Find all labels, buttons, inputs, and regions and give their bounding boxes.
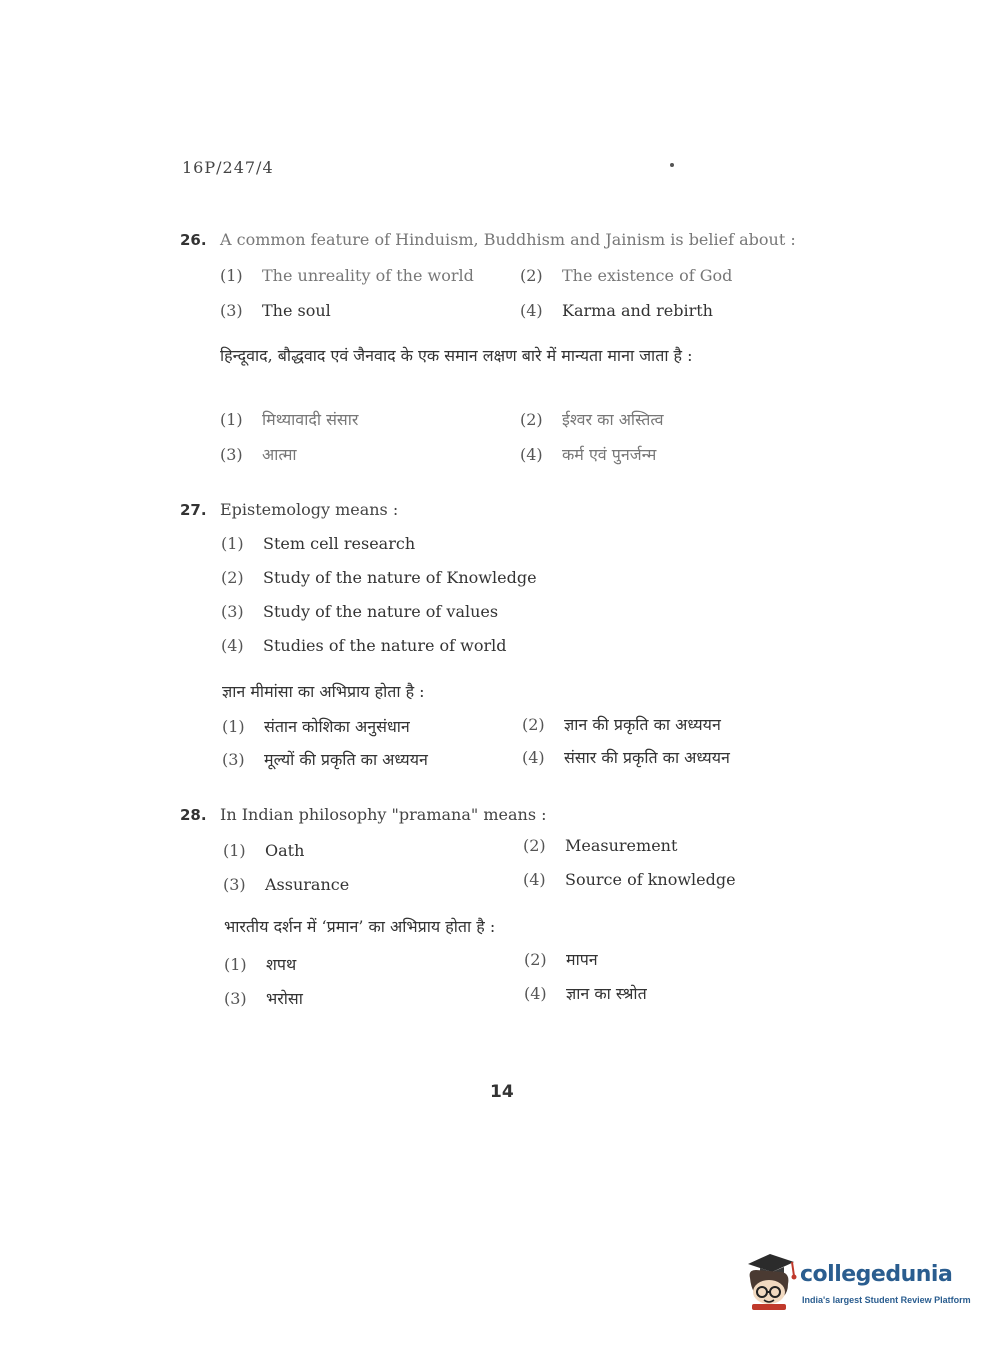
q27-hindi-stem: ज्ञान मीमांसा का अभिप्राय होता है : (222, 682, 425, 701)
page-code: 16P/247/4 (182, 158, 274, 177)
question-number: 28. (180, 806, 207, 824)
q26-option-2: (2) The existence of God (520, 266, 733, 285)
question-number: 27. (180, 501, 207, 519)
q26-option-1: (1) The unreality of the world (220, 266, 474, 285)
q26-hindi-option-3: (3) आत्मा (220, 445, 297, 464)
q28-hindi-option-2: (2) मापन (524, 950, 598, 969)
logo-wordmark: collegedunia (800, 1262, 953, 1287)
q28-hindi-stem: भारतीय दर्शन में ‘प्रमान’ का अभिप्राय होता है : (224, 917, 496, 936)
q26-hindi-option-2: (2) ईश्वर का अस्तित्व (520, 410, 664, 429)
page-number: 14 (490, 1082, 514, 1102)
q28-hindi-option-4: (4) ज्ञान का स्श्रोत (524, 984, 647, 1003)
q28-option-1: (1) Oath (223, 841, 305, 860)
q26-option-4: (4) Karma and rebirth (520, 301, 713, 320)
q26-hindi-option-4: (4) कर्म एवं पुनर्जन्म (520, 445, 657, 464)
q28-hindi-option-3: (3) भरोसा (224, 989, 303, 1008)
question-26-stem (180, 230, 796, 249)
q26-option-3: (3) The soul (220, 301, 331, 320)
mascot-icon (742, 1250, 798, 1312)
q28-option-4: (4) Source of knowledge (523, 870, 736, 889)
q27-option-3: (3) Study of the nature of values (221, 602, 499, 621)
stray-dot (670, 163, 674, 167)
question-text: In Indian philosophy "pramana" means : (220, 805, 547, 824)
question-text: Epistemology means : (220, 500, 399, 519)
q28-hindi-option-1: (1) शपथ (224, 955, 297, 974)
q27-hindi-option-1: (1) संतान कोशिका अनुसंधान (222, 717, 410, 736)
q27-option-1: (1) Stem cell research (221, 534, 416, 553)
q28-option-2: (2) Measurement (523, 836, 678, 855)
q26-hindi-option-1: (1) मिथ्यावादी संसार (220, 410, 359, 429)
question-number: 26. (180, 231, 207, 249)
q26-hindi-stem: हिन्दूवाद, बौद्धवाद एवं जैनवाद के एक समान लक्षण बारे में मान्यता माना जाता है : (220, 346, 693, 365)
q27-option-4: (4) Studies of the nature of world (221, 636, 507, 655)
q27-hindi-option-3: (3) मूल्यों की प्रकृति का अध्ययन (222, 750, 428, 769)
question-text: A common feature of Hinduism, Buddhism and Jainism is belief about : (220, 230, 796, 249)
q27-hindi-option-2: (2) ज्ञान की प्रकृति का अध्ययन (522, 715, 721, 734)
q28-option-3: (3) Assurance (223, 875, 350, 894)
logo-tagline: India's largest Student Review Platform (802, 1295, 971, 1305)
question-28-stem (180, 805, 547, 824)
collegedunia-logo (742, 1250, 972, 1312)
q27-option-2: (2) Study of the nature of Knowledge (221, 568, 537, 587)
q27-hindi-option-4: (4) संसार की प्रकृति का अध्ययन (522, 748, 730, 767)
question-27-stem (180, 500, 398, 519)
